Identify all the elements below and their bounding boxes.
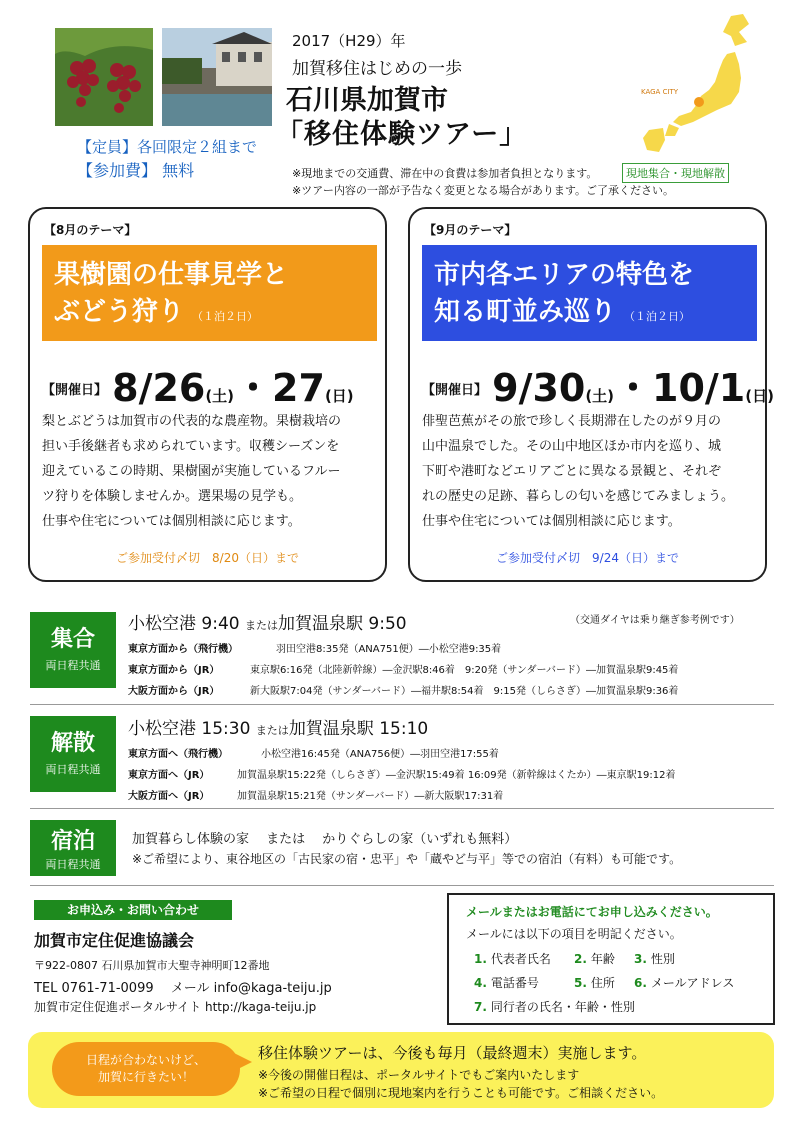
meet-sub: 両日程共通 bbox=[45, 659, 101, 672]
september-banner-line1: 市内各エリアの特色を bbox=[434, 260, 695, 290]
year: 2017（H29）年 bbox=[292, 32, 406, 50]
stay-heading: 宿泊 bbox=[50, 829, 95, 854]
route-detail: 羽田空港8:35発（ANA751便）―小松空港9:35着 bbox=[276, 644, 502, 655]
september-date-label: 【開催日】 bbox=[422, 383, 488, 398]
cost-note: ※現地までの交通費、滞在中の食費は参加者負担となります。 bbox=[292, 167, 598, 180]
september-description bbox=[422, 409, 762, 534]
divider bbox=[30, 704, 774, 705]
contact-org: 加賀市定住促進協議会 bbox=[34, 931, 195, 950]
speech-bubble-tail bbox=[232, 1052, 252, 1072]
route-label: 大阪方面から（JR） bbox=[128, 686, 220, 697]
fee-text: 【参加費】 無料 bbox=[77, 161, 195, 180]
september-month: 9 bbox=[492, 366, 519, 410]
august-banner-line1: 果樹園の仕事見学と bbox=[54, 260, 289, 290]
page-title-city: 石川県加賀市 bbox=[286, 85, 448, 116]
dismiss-station: 加賀温泉駅 15:10 bbox=[288, 719, 429, 739]
route-label: 東京方面から（JR） bbox=[128, 665, 220, 676]
august-desc-line: 担い手後継者も求められています。収穫シーズンを bbox=[42, 439, 340, 454]
august-description bbox=[42, 409, 382, 534]
september-desc-line: 仕事や住宅については個別相談に応じます。 bbox=[422, 514, 681, 529]
dismiss-airport: 小松空港 15:30 bbox=[128, 719, 251, 739]
august-date-label: 【開催日】 bbox=[42, 383, 108, 398]
august-month: 8 bbox=[112, 366, 139, 410]
september-banner bbox=[422, 245, 757, 341]
meet-station: 加賀温泉駅 9:50 bbox=[278, 614, 407, 634]
september-desc-line: 山中温泉でした。その山中地区ほか市内を巡り、城 bbox=[422, 439, 722, 454]
monthly-tour-text: 移住体験ツアーは、今後も毎月（最終週末）実施します。 bbox=[258, 1044, 647, 1062]
august-desc-line: 仕事や住宅については個別相談に応じます。 bbox=[42, 514, 301, 529]
september-desc-line: れの歴史の足跡、暮らしの匂いを感じてみましょう。 bbox=[422, 489, 735, 504]
dismiss-title bbox=[128, 714, 428, 739]
change-note: ※ツアー内容の一部が予告なく変更となる場合があります。ご了承ください。 bbox=[292, 184, 675, 197]
capacity-text: 【定員】各回限定２組まで bbox=[77, 138, 258, 156]
august-desc-line: ツ狩りを体験しませんか。選果場の見学も。 bbox=[42, 489, 303, 504]
september-stay-length: （１泊２日） bbox=[624, 310, 691, 323]
august-stay-length: （１泊２日） bbox=[192, 310, 259, 323]
contact-address: 〒922-0807 石川県加賀市大聖寺神明町12番地 bbox=[34, 959, 270, 972]
august-banner bbox=[42, 245, 377, 341]
august-desc-line: 迎えているこの時期、果樹園が実施しているフルー bbox=[42, 464, 341, 479]
page-title-tour: 「移住体験ツアー」 bbox=[276, 119, 528, 150]
mail-item: 7. 同行者の氏名・年齢・性別 bbox=[474, 1000, 635, 1014]
mail-title: メールまたはお電話にてお申し込みください。 bbox=[466, 905, 718, 919]
august-date bbox=[42, 357, 354, 412]
japan-map bbox=[635, 12, 775, 162]
dismiss-heading: 解散 bbox=[50, 731, 95, 756]
stay-heading-block bbox=[30, 820, 116, 876]
private-guide-note: ※ご希望の日程で個別に現地案内を行うことも可能です。ご相談ください。 bbox=[258, 1086, 664, 1100]
mail-item: 6. メールアドレス bbox=[634, 976, 735, 990]
mail-item: 5. 住所 bbox=[574, 976, 615, 990]
august-day2-weekday: (日) bbox=[324, 387, 354, 405]
august-theme-box bbox=[28, 207, 387, 582]
september-banner-line2: 知る町並み巡り bbox=[434, 297, 617, 327]
meet-or: または bbox=[245, 619, 278, 632]
contact-portal: 加賀市定住促進ポータルサイト http://kaga-teiju.jp bbox=[34, 1000, 317, 1014]
route-detail: 加賀温泉駅15:22発（しらさぎ）―金沢駅15:49着 16:09発（新幹線はくたか）―東京駅19:12着 bbox=[237, 770, 676, 781]
route-label: 大阪方面へ（JR） bbox=[128, 791, 210, 802]
dismiss-heading-block bbox=[30, 716, 116, 792]
september-day1: /30 bbox=[518, 366, 586, 410]
mail-item: 3. 性別 bbox=[634, 952, 675, 966]
september-label: 【9月のテーマ】 bbox=[424, 223, 517, 237]
mail-item: 2. 年齢 bbox=[574, 952, 615, 966]
speech-bubble bbox=[52, 1042, 240, 1096]
september-day1-weekday: (土) bbox=[585, 387, 615, 405]
september-date bbox=[422, 357, 774, 412]
september-theme-box bbox=[408, 207, 774, 582]
route-label: 東京方面へ（JR） bbox=[128, 770, 210, 781]
dismiss-or: または bbox=[255, 724, 289, 737]
august-day2: ・27 bbox=[234, 366, 325, 410]
route-detail: 新大阪駅7:04発（サンダーバード）―福井駅8:54着 9:15発（しらさぎ）―加賀温泉駅9:36着 bbox=[250, 686, 679, 697]
september-desc-line: 下町や港町などエリアごとに異なる景観と、それぞ bbox=[422, 464, 722, 479]
divider bbox=[30, 885, 774, 886]
bubble-line1: 日程が合わないけど、 bbox=[85, 1053, 206, 1067]
town-photo bbox=[162, 28, 272, 126]
september-desc-line: 俳聖芭蕉がその旅で珍しく長期滞在したのが９月の bbox=[422, 414, 722, 429]
meet-heading-block bbox=[30, 612, 116, 688]
map-label: KAGA CITY bbox=[641, 88, 679, 96]
timetable-note: （交通ダイヤは乗り継ぎ参考例です） bbox=[570, 615, 740, 626]
september-day2: ・10/1 bbox=[614, 366, 746, 410]
subtitle: 加賀移住はじめの一歩 bbox=[292, 59, 462, 79]
route-detail: 小松空港16:45発（ANA756便）―羽田空港17:55着 bbox=[261, 749, 499, 760]
dismiss-sub: 両日程共通 bbox=[45, 763, 101, 776]
meet-airport: 小松空港 9:40 bbox=[128, 614, 240, 634]
august-desc-line: 梨とぶどうは加賀市の代表的な農産物。果樹栽培の bbox=[42, 414, 342, 429]
mail-subtitle: メールには以下の項目を明記ください。 bbox=[466, 927, 682, 941]
route-label: 東京方面から（飛行機） bbox=[128, 644, 238, 655]
september-deadline: ご参加受付〆切 9/24（日）まで bbox=[496, 551, 679, 565]
september-day2-weekday: (日) bbox=[745, 387, 774, 405]
grape-photo bbox=[55, 28, 153, 126]
route-detail: 東京駅6:16発（北陸新幹線）―金沢駅8:46着 9:20発（サンダーバード）―加賀温泉駅9:45着 bbox=[250, 665, 679, 676]
meet-heading: 集合 bbox=[50, 627, 95, 652]
contact-tel-email: TEL 0761-71-0099 メール info@kaga-teiju.jp bbox=[34, 981, 332, 996]
mail-item: 1. 代表者氏名 bbox=[474, 952, 551, 966]
august-banner-line2: ぶどう狩り bbox=[54, 297, 185, 327]
mail-item: 4. 電話番号 bbox=[474, 976, 539, 990]
august-label: 【8月のテーマ】 bbox=[44, 223, 137, 237]
august-day1-weekday: (土) bbox=[205, 387, 235, 405]
stay-line2: ※ご希望により、東谷地区の「古民家の宿・忠平」や「蔵やど与平」等での宿泊（有料）も可能です。 bbox=[132, 852, 682, 866]
meeting-point-badge: 現地集合・現地解散 bbox=[622, 163, 729, 183]
schedule-note: ※今後の開催日程は、ポータルサイトでもご案内いたします bbox=[258, 1068, 580, 1082]
august-deadline: ご参加受付〆切 8/20（日）まで bbox=[116, 551, 299, 565]
route-detail: 加賀温泉駅15:21発（サンダーバード）―新大阪駅17:31着 bbox=[237, 791, 504, 802]
divider bbox=[30, 808, 774, 809]
stay-line1: 加賀暮らし体験の家 または かりぐらしの家（いずれも無料） bbox=[132, 832, 518, 847]
august-day1: /26 bbox=[138, 366, 206, 410]
stay-sub: 両日程共通 bbox=[45, 858, 101, 871]
route-label: 東京方面へ（飛行機） bbox=[128, 749, 228, 760]
bubble-line2: 加賀に行きたい！ bbox=[97, 1070, 194, 1084]
contact-heading: お申込み・お問い合わせ bbox=[34, 900, 232, 920]
meet-title bbox=[128, 609, 407, 634]
